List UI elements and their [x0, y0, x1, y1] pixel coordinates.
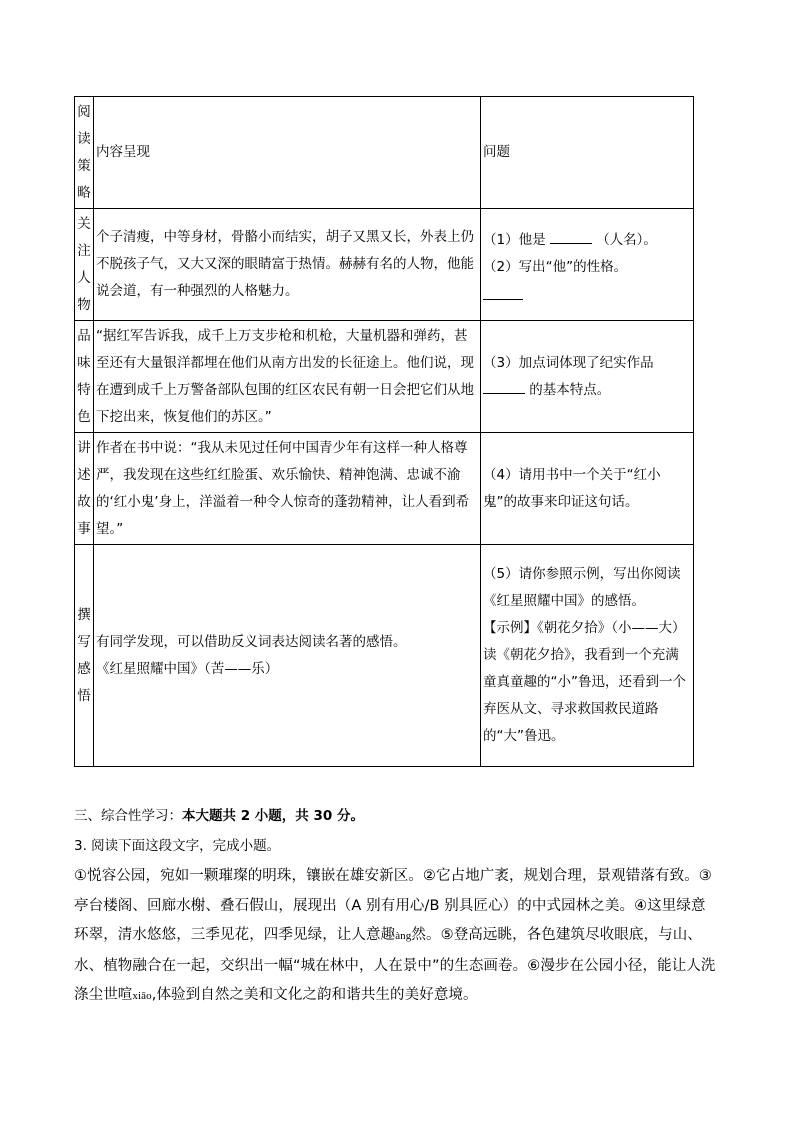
strategy-cell: 撰写感悟 [75, 545, 94, 767]
example-label: 【示例】《朝花夕拾》（小——大） [483, 620, 686, 636]
header-strategy-cell: 阅读策略 [75, 97, 94, 209]
pinyin-annotation: àng [395, 930, 412, 942]
question-5: （5）请你参照示例，写出你阅读《红星照耀中国》的感悟。 [483, 566, 681, 609]
question-cell [481, 321, 694, 433]
header-content-cell: 内容呈现 [94, 97, 481, 209]
table-row [75, 209, 694, 321]
answer-blank [483, 393, 525, 394]
strategy-cell: 关注人物 [75, 209, 94, 321]
content-cell: 个子清瘦，中等身材，骨骼小而结实，胡子又黑又长，外表上仍不脱孩子气，又大又深的眼睛富于热情。赫赫有名的人物，他能说会道，有一种强烈的人格魅力。 [94, 209, 481, 321]
answer-blank [483, 281, 523, 300]
strategy-cell: 品味特色 [75, 321, 94, 433]
strategy-cell: 讲述故事 [75, 433, 94, 545]
answer-line [483, 281, 691, 303]
content-cell: “据红军告诉我，成千上万支步枪和机枪，大量机器和弹药，甚至还有大量银洋都埋在他们从南方出发的长征途上。他们说，现在遭到成千上万警备部队包围的红区农民有朝一日会把它们从地下挖出来，恢复他们的苏区。” [94, 321, 481, 433]
question-cell [481, 545, 694, 767]
question-cell: （4）请用书中一个关于“红小鬼”的故事来印证这句话。 [481, 433, 694, 545]
content-line: 《红星照耀中国》（苦——乐） [96, 660, 279, 677]
question-intro: 3. 阅读下面这段文字，完成小题。 [74, 838, 281, 854]
content-cell: 作者在书中说：“我从未见过任何中国青少年有这样一种人格尊严，我发现在这些红红脸蛋、欢乐愉快、精神饱满、忠诚不渝的‘红小鬼’身上，洋溢着一种令人惊奇的蓬勃精神，让人看到希望。” [94, 433, 481, 545]
question-3-cont: 的基本特点。 [483, 377, 691, 404]
pinyin-annotation: xiāo [132, 990, 152, 1002]
question-3: （3）加点词体现了纪实作品 [483, 354, 654, 371]
section-heading: 三、综合性学习：本大题共 2 小题，共 30 分。 [74, 808, 364, 824]
reading-passage: ①悦容公园，宛如一颗璀璨的明珠，镶嵌在雄安新区。②它占地广袤，规划合理，景观错落有致。③亭台楼阁、回廊水榭、叠石假山，展现出（A 别有用心/B 别具匠心）的中式园林之美。④这里绿意环翠，清水悠悠，三季见花，四季见绿，让人意趣àng然。⑤登高远眺，各色建筑尽收眼底，与山、水、植物融合在一起，交织出一幅“城在林中，人在景中”的生态画卷。⑥漫步在公园小径，能让人洗涤尘世喧xiāo,体验到自然之美和文化之韵和谐共生的美好意境。 [74, 868, 716, 1003]
table-header-row [75, 97, 694, 209]
table-row [75, 433, 694, 545]
question-cell [481, 209, 694, 321]
content-cell [94, 545, 481, 767]
reading-strategy-table [74, 96, 694, 767]
example-text: 读《朝花夕拾》，我看到一个充满童真童趣的“小”鲁迅，还看到一个弃医从文、寻求救国救民道路的“大”鲁迅。 [483, 647, 686, 744]
table-row [75, 321, 694, 433]
answer-blank [550, 243, 592, 244]
table-row [75, 545, 694, 767]
content-line: 有同学发现，可以借助反义词表达阅读名著的感悟。 [96, 633, 407, 650]
question-2: （2）写出“他”的性格。 [483, 258, 628, 275]
header-question-cell: 问题 [481, 97, 694, 209]
question-1: （1）他是 （人名）。 [483, 231, 657, 248]
